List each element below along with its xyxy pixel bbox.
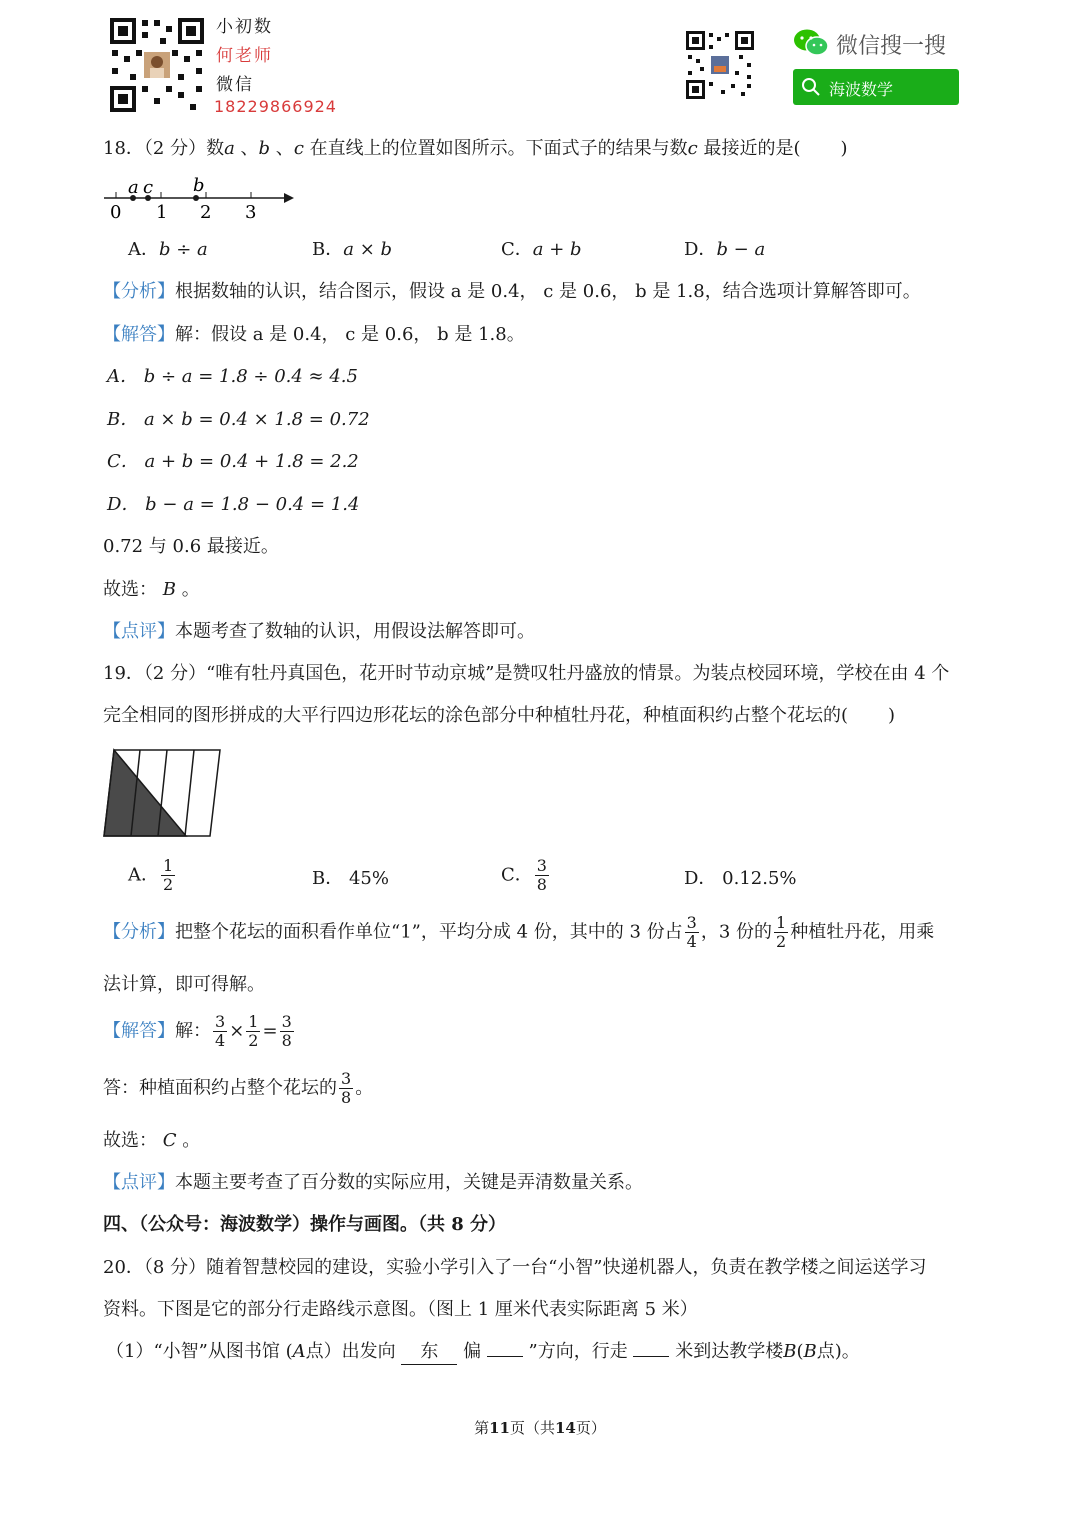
qr-code-right xyxy=(685,30,755,100)
q19-analysis: 【分析】把整个花坛的面积看作单位“1”，平均分成 4 份，其中的 3 份占 $\frac{3}{4}$ ，3 份的 $\frac{1}{2}$ 种植牡丹花，用乘 xyxy=(103,913,935,951)
blank-angle[interactable] xyxy=(487,1356,523,1357)
q19-stem-line-1: 19．（2 分）“唯有牡丹真国色，花开时节动京城”是赞叹牡丹盛放的情景。为装点校园环境，学校在由 4 个 xyxy=(103,663,950,684)
search-icon xyxy=(801,77,821,101)
q18-calc-c: C． a + b = 0.4 + 1.8 = 2.2 xyxy=(107,451,359,472)
q18-calc-d: D． b − a = 1.8 − 0.4 = 1.4 xyxy=(107,494,360,515)
phone-number: 18229866924 xyxy=(214,97,337,116)
shaded-triangle xyxy=(104,750,186,836)
q19-stem-line-2: 完全相同的图形拼成的大平行四边形花坛的涂色部分中种植牡丹花，种植面积约占整个花坛的( ) xyxy=(103,705,896,726)
q19-comment: 【点评】本题主要考查了百分数的实际应用，关键是弄清数量关系。 xyxy=(103,1172,643,1193)
point-label-c: c xyxy=(143,177,154,198)
handwriting-line-1: 小初数 xyxy=(216,17,273,37)
q18-comment: 【点评】本题考查了数轴的认识，用假设法解答即可。 xyxy=(103,621,535,642)
q20-line-1: 20．（8 分）随着智慧校园的建设，实验小学引入了一台“小智”快递机器人，负责在教学楼之间运送学习 xyxy=(103,1257,927,1278)
qr-code-left xyxy=(108,16,206,114)
wechat-search-button-label: 海波数学 xyxy=(829,80,894,99)
q19-option-c: C． $\frac{3}{8}$ xyxy=(501,856,547,894)
wechat-icon xyxy=(793,28,829,58)
handwriting-line-3: 微信 xyxy=(216,75,254,95)
q18-stem: 18．（2 分）数a 、b 、c 在直线上的位置如图所示。下面式子的结果与数c 最接近的是( ) xyxy=(103,138,848,159)
q19-reply: 答：种植面积约占整个花坛的 $\frac{3}{8}$ 。 xyxy=(103,1069,374,1107)
q18-calc-b: B． a × b = 0.4 × 1.8 = 0.72 xyxy=(107,409,370,430)
q18-option-a: A．b ÷ a xyxy=(128,239,208,260)
q20-sub-question-1: （1）“小智”从图书馆 (A点）出发向 东 偏 ”方向，行走 米到达教学楼B(B点)。 xyxy=(106,1340,860,1365)
wechat-search-title: 微信搜一搜 xyxy=(836,34,947,59)
q18-closest: 0.72 与 0.6 最接近。 xyxy=(103,536,279,557)
q19-choice: 故选： C 。 xyxy=(103,1130,201,1151)
number-line-arrow xyxy=(284,193,294,203)
q18-number-line xyxy=(100,176,300,228)
section-4-title: 四、（公众号：海波数学）操作与画图。（共 8 分） xyxy=(103,1214,507,1235)
blank-direction[interactable]: 东 xyxy=(401,1340,457,1365)
q19-answer: 【解答】解： $\frac{3}{4}$ × $\frac{1}{2}$ = $\frac{3}{8}$ xyxy=(103,1012,292,1050)
point-label-a: a xyxy=(128,177,139,198)
qr-code-left-image xyxy=(108,16,206,114)
tick-label-1: 1 xyxy=(156,202,168,223)
divider-3 xyxy=(185,750,194,836)
wechat-search-logo xyxy=(793,28,829,62)
q20-line-2: 资料。下图是它的部分行走路线示意图。（图上 1 厘米代表实际距离 5 米） xyxy=(103,1299,698,1320)
q19-option-d: D． 0.12.5% xyxy=(684,868,797,889)
q18-option-c: C．a + b xyxy=(501,239,582,260)
q18-analysis: 【分析】根据数轴的认识，结合图示，假设 a 是 0.4， c 是 0.6， b 是 1.8，结合选项计算解答即可。 xyxy=(103,281,921,302)
q18-choice: 故选： B 。 xyxy=(103,579,200,600)
page-footer: 第11页（共14页） xyxy=(474,1419,606,1437)
q18-answer: 【解答】解：假设 a 是 0.4， c 是 0.6， b 是 1.8。 xyxy=(103,324,525,345)
qr-code-right-image xyxy=(685,30,755,100)
q19-analysis-line-2: 法计算，即可得解。 xyxy=(103,974,265,995)
q18-option-b: B．a × b xyxy=(312,239,393,260)
blank-distance[interactable] xyxy=(633,1356,669,1357)
q19-parallelogram-figure xyxy=(102,748,226,844)
tick-label-2: 2 xyxy=(200,202,212,223)
q18-option-d: D．b − a xyxy=(684,239,766,260)
point-label-b: b xyxy=(193,176,205,196)
q18-calc-a: A． b ÷ a = 1.8 ÷ 0.4 ≈ 4.5 xyxy=(107,366,358,387)
q19-option-a: A． $\frac{1}{2}$ xyxy=(128,856,174,894)
tick-label-0: 0 xyxy=(110,202,122,223)
tick-label-3: 3 xyxy=(245,202,257,223)
wechat-search-button[interactable] xyxy=(793,69,959,105)
q19-option-b: B． 45% xyxy=(312,868,389,889)
handwriting-line-2: 何老师 xyxy=(216,46,273,66)
